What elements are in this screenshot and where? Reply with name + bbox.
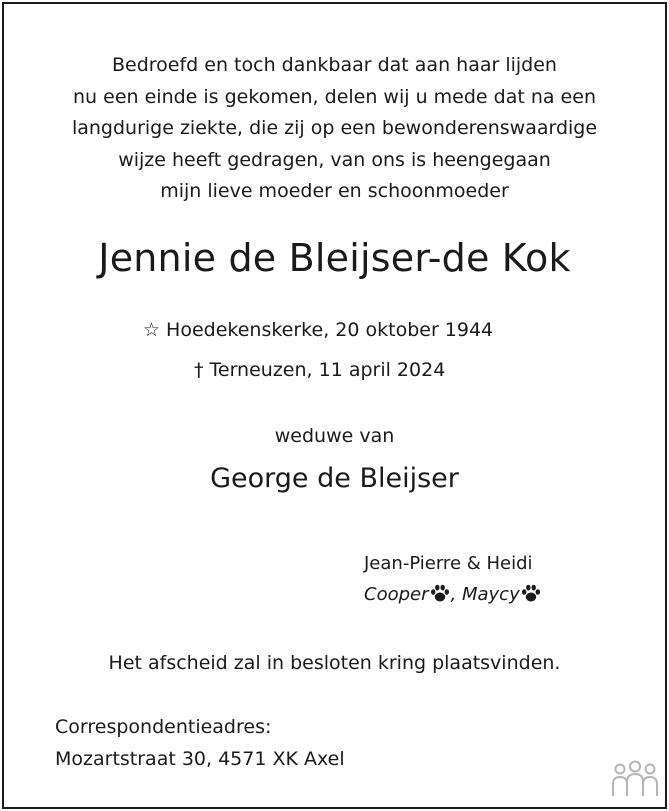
obituary-card	[2, 2, 667, 809]
intro-text	[4, 50, 665, 208]
widow-label: weduwe van	[274, 425, 395, 447]
deceased-name: Jennie de Bleijser-de Kok	[98, 236, 571, 280]
birth-line	[143, 319, 493, 341]
intro-line: mijn lieve moeder en schoonmoeder	[160, 180, 509, 202]
correspondence-address: Mozartstraat 30, 4571 XK Axel	[55, 748, 345, 770]
birth-text: Hoedekenskerke, 20 oktober 1944	[166, 319, 494, 341]
paw-print-icon	[430, 584, 450, 603]
pet-separator: ,	[450, 584, 462, 605]
pet-name: Cooper	[364, 584, 429, 605]
intro-line: wijze heeft gedragen, van ons is heengegaan	[118, 148, 551, 171]
death-text: Terneuzen, 11 april 2024	[209, 359, 446, 381]
spouse-name: George de Bleijser	[210, 463, 459, 494]
pet-names	[364, 584, 542, 605]
death-line	[194, 359, 445, 381]
intro-line: nu een einde is gekomen, delen wij u mede dat na een	[73, 85, 596, 108]
pet-name: Maycy	[461, 584, 520, 605]
cross-icon: †	[194, 359, 204, 381]
farewell-text: Het afscheid zal in besloten kring plaatsvinden.	[108, 652, 561, 674]
star-icon: ☆	[143, 319, 161, 341]
correspondence-label: Correspondentieadres:	[55, 716, 272, 738]
paw-print-icon	[521, 584, 541, 603]
intro-line: Bedroefd en toch dankbaar dat aan haar lijden	[112, 54, 557, 76]
intro-line: langdurige ziekte, die zij op een bewonderenswaardige	[71, 117, 598, 139]
family-names: Jean-Pierre & Heidi	[364, 553, 533, 574]
people-logo-icon	[610, 760, 660, 800]
